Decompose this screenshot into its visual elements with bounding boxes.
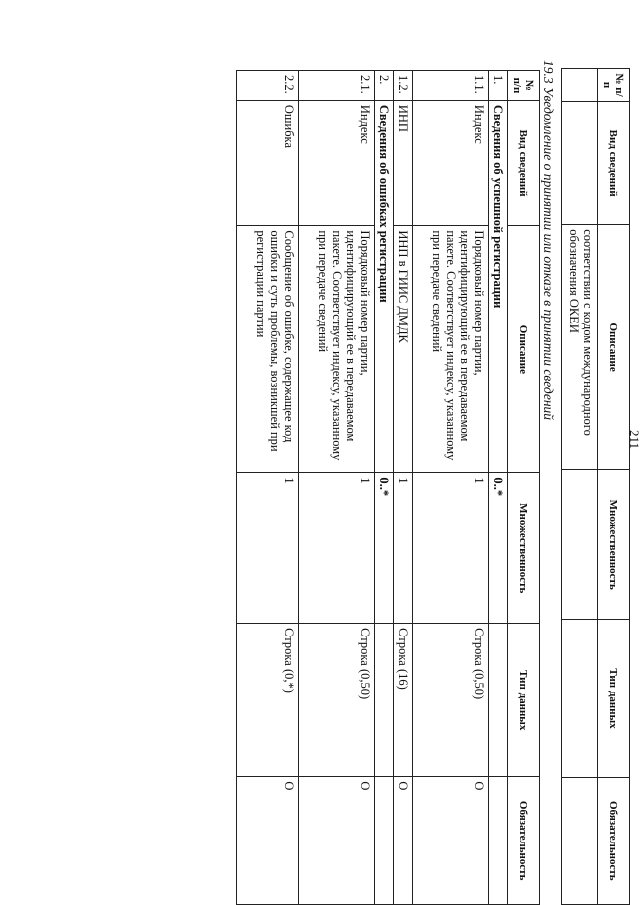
row-type: Строка (0,50) bbox=[299, 624, 375, 777]
header-type: Тип данных bbox=[508, 624, 540, 777]
top-table-header-row bbox=[598, 69, 630, 905]
row-mult: 0..* bbox=[375, 473, 394, 624]
row-mult: 1 bbox=[299, 473, 375, 624]
table-row bbox=[394, 71, 413, 905]
header-req: Обязательность bbox=[508, 777, 540, 905]
row-num: 2. bbox=[375, 71, 394, 101]
row-num: 1.2. bbox=[394, 71, 413, 101]
row-desc: Порядковый номер партии, идентифицирующий ее в передаваемом пакете. Соответствует индексу, указанному при передаче сведений bbox=[413, 226, 489, 473]
top-table bbox=[561, 68, 630, 905]
row-kind: ИНП bbox=[394, 100, 413, 226]
section-title: Сведения об ошибках регистрации bbox=[375, 100, 394, 472]
table-row bbox=[237, 71, 299, 905]
row-desc: ИНП в ГИИС ДМДК bbox=[394, 226, 413, 473]
row-desc: Порядковый номер партии, идентифицирующий ее в передаваемом пакете. Соответствует индексу, указанному при передаче сведений bbox=[299, 226, 375, 473]
header-num: № п/п bbox=[598, 69, 630, 102]
table-row bbox=[375, 71, 394, 905]
row-kind: Индекс bbox=[413, 100, 489, 226]
header-kind: Вид сведений bbox=[508, 100, 540, 226]
row-req: О bbox=[237, 777, 299, 905]
row-req: О bbox=[394, 777, 413, 905]
row-req: О bbox=[299, 777, 375, 905]
header-desc: Описание bbox=[598, 225, 630, 470]
row-num: 1. bbox=[489, 71, 508, 101]
row-num: 2.1. bbox=[299, 71, 375, 101]
row-mult: 1 bbox=[413, 473, 489, 624]
row-kind: Индекс bbox=[299, 100, 375, 226]
table-row bbox=[299, 71, 375, 905]
row-mult: 0..* bbox=[489, 473, 508, 624]
page-number: 211 bbox=[627, 430, 642, 450]
header-req: Обязательность bbox=[598, 777, 630, 904]
row-type: Строка (0,*) bbox=[237, 624, 299, 777]
header-kind: Вид сведений bbox=[598, 102, 630, 225]
header-mult: Множественность bbox=[598, 469, 630, 619]
header-num: № п/п bbox=[508, 71, 540, 101]
section-title: Сведения об успешной регистрации bbox=[489, 100, 508, 472]
row-req: О bbox=[413, 777, 489, 905]
main-table bbox=[236, 70, 540, 905]
top-table-row bbox=[562, 69, 598, 905]
section-caption: 19.3 Уведомление о принятии или отказе в принятии сведений bbox=[541, 60, 556, 421]
row-kind: Ошибка bbox=[237, 100, 299, 226]
row-desc: Сообщение об ошибке, содержащее код ошибки и суть проблемы, возникшей при регистрации партии bbox=[237, 226, 299, 473]
table-row bbox=[413, 71, 489, 905]
row-num: 2.2. bbox=[237, 71, 299, 101]
row-mult: 1 bbox=[394, 473, 413, 624]
table-row bbox=[489, 71, 508, 905]
main-table-header-row bbox=[508, 71, 540, 905]
top-row-desc: соответствии с кодом международного обозначения ОКЕИ bbox=[562, 225, 598, 470]
header-desc: Описание bbox=[508, 226, 540, 473]
row-mult: 1 bbox=[237, 473, 299, 624]
row-type: Строка (0,50) bbox=[413, 624, 489, 777]
header-type: Тип данных bbox=[598, 620, 630, 777]
header-mult: Множественность bbox=[508, 473, 540, 624]
row-type: Строка (16) bbox=[394, 624, 413, 777]
row-num: 1.1. bbox=[413, 71, 489, 101]
